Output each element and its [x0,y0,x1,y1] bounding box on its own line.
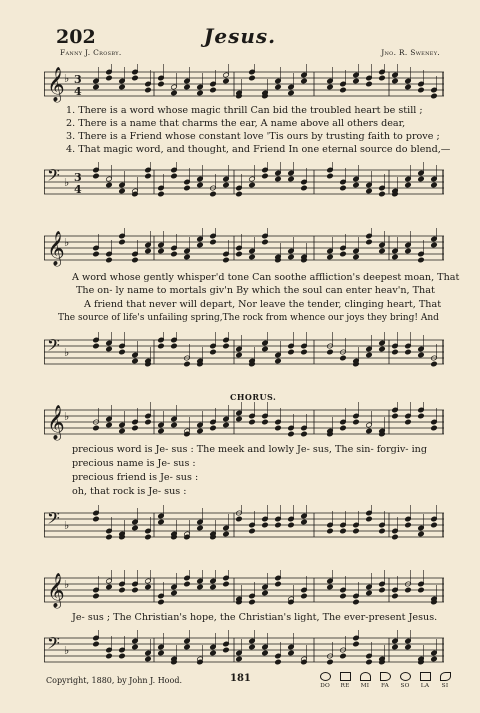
solfege-si [438,672,452,689]
treble-staff-lines [44,64,444,104]
solfege-label: FA [380,683,390,689]
bass-staff-lines [44,630,444,670]
treble-staff-lines [44,228,444,268]
solfege-legend [318,672,452,689]
svg-text:𝄞: 𝄞 [47,573,65,608]
lyric-line: precious name is Je- sus : [72,458,196,469]
svg-text:♭: ♭ [64,176,70,189]
svg-text:♭: ♭ [64,236,70,249]
bass-staff-lines [44,332,444,372]
solfege-label: SO [400,683,410,689]
svg-text:𝄞: 𝄞 [47,231,65,266]
lyric-line: A friend that never will depart, Nor leave the tender, clinging heart, That [84,299,442,310]
shape-note-icon [360,672,371,681]
svg-text:𝄢: 𝄢 [47,633,60,657]
page-number: 181 [230,673,251,684]
treble-staff-lines [44,570,444,610]
solfege-fa [378,672,392,689]
solfege-label: DO [320,683,330,689]
treble-staff-lines [44,402,444,442]
shape-note-icon [320,672,331,681]
svg-text:𝄢: 𝄢 [47,508,60,532]
solfege-label: SI [441,683,449,689]
svg-text:𝄢: 𝄢 [47,335,60,359]
bass-staff-4 [44,630,444,670]
solfege-do [318,672,332,689]
solfege-la [418,672,432,689]
composer-credit: Jno. R. Sweney. [381,48,440,57]
shape-note-icon [340,672,351,681]
solfege-label: LA [420,683,430,689]
svg-text:♭: ♭ [64,578,70,591]
copyright-notice: Copyright, 1880, by John J. Hood. [46,676,182,685]
shape-note-icon [380,672,391,681]
svg-text:♭: ♭ [64,519,70,532]
treble-staff-4 [44,570,444,610]
lyric-line: precious friend is Je- sus : [72,472,199,483]
hymn-number: 202 [56,26,96,48]
treble-staff-3 [44,402,444,442]
shape-note-icon [400,672,411,681]
lyric-line: Je- sus ; The Christian's hope, the Christian's light, The ever-present Jesus. [72,612,438,623]
solfege-label: RE [340,683,350,689]
bass-staff-lines [44,162,444,202]
svg-text:3: 3 [74,171,82,184]
shape-note-icon [420,672,431,681]
hymn-title: Jesus. [203,24,277,48]
svg-text:♭: ♭ [64,410,70,423]
svg-text:♭: ♭ [64,644,70,657]
svg-text:3: 3 [74,73,82,86]
solfege-so [398,672,412,689]
solfege-re [338,672,352,689]
solfege-mi [358,672,372,689]
svg-text:𝄞: 𝄞 [47,405,65,440]
lyric-line: precious word is Je- sus : The meek and lowly Je- sus, The sin- forgiv- ing [72,444,427,455]
treble-staff-1 [44,64,444,104]
lyric-line: A word whose gently whisper'd tone Can soothe affliction's deepest moan, That [72,272,460,283]
svg-text:𝄞: 𝄞 [47,67,65,102]
lyric-line: 1. There is a word whose magic thrill Can bid the troubled heart be still ; [66,105,423,116]
bass-staff-1 [44,162,444,202]
shape-note-icon [440,672,451,681]
svg-text:4: 4 [74,85,82,98]
chorus-label: CHORUS. [230,392,277,402]
svg-text:♭: ♭ [64,72,70,85]
lyric-line: 2. There is a name that charms the ear, A name above all others dear, [66,118,406,129]
solfege-label: MI [360,683,370,689]
author-credit: Fanny J. Crosby. [60,48,122,57]
svg-text:♭: ♭ [64,346,70,359]
bass-staff-2 [44,332,444,372]
lyric-line: 3. There is a Friend whose constant love 'Tis ours by trusting faith to prove ; [66,131,440,142]
lyric-line: The on- ly name to mortals giv'n By which the soul can enter heav'n, That [76,285,435,296]
svg-text:4: 4 [74,183,82,196]
lyric-line: 4. That magic word, and thought, and Friend In one eternal source do blend,— [66,144,451,155]
bass-staff-lines [44,505,444,545]
lyric-line: The source of life's unfailing spring,The rock from whence our joys they bring! And [58,313,439,323]
lyric-line: oh, that rock is Je- sus : [72,486,187,497]
svg-text:𝄢: 𝄢 [47,165,60,189]
bass-staff-3 [44,505,444,545]
treble-staff-2 [44,228,444,268]
